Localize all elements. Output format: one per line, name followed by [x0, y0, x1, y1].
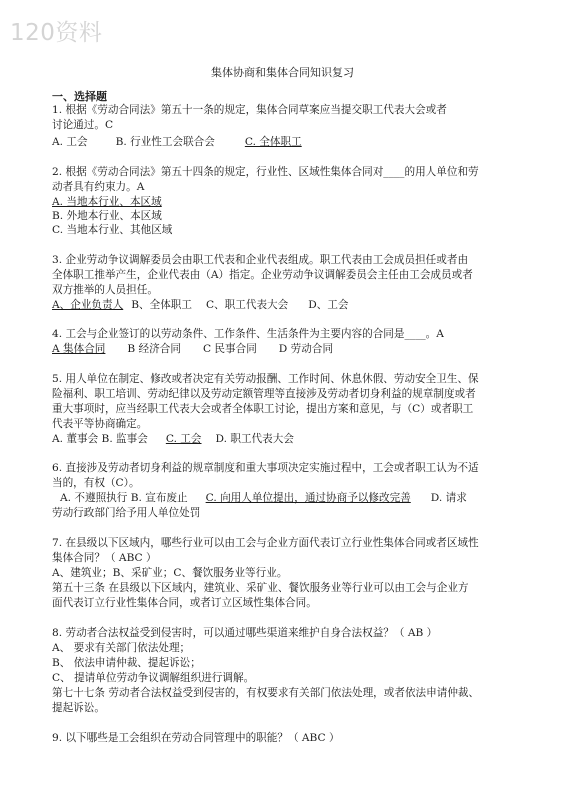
question-3-options: [52, 298, 349, 312]
question-7-line-1: 7. 在县级以下区域内，哪些行业可以由工会与企业方面代表订立行业性集体合同或者区域性: [52, 537, 479, 549]
question-8-option-a: A、 要求有关部门依法处理；: [52, 642, 191, 654]
question-4-options: [52, 342, 333, 356]
question-8-line-1: 8. 劳动者合法权益受到侵害时，可以通过哪些渠道来维护自身合法权益？（ AB ）: [52, 627, 438, 639]
option-b: B. 行业性工会联合会: [115, 136, 215, 148]
question-2-option-c: C. 当地本行业、其他区域: [52, 224, 173, 236]
section-heading: 一、选择题: [52, 90, 107, 103]
option-c-answer: C. 工会: [165, 433, 202, 445]
option-a: A. 工会: [52, 136, 88, 148]
question-5-line-2: 险福利、职工培训、劳动纪律以及劳动定额管理等直接涉及劳动者切身利益的规章制度或者: [52, 388, 476, 400]
option-c: C 民事合同: [202, 343, 257, 355]
option-d: D、工会: [308, 299, 349, 311]
question-3-line-2: 全体职工推举产生，企业代表由（A）指定。企业劳动争议调解委员会主任由工会成员或者: [52, 269, 473, 281]
option-d: D. 请求: [430, 492, 467, 504]
question-2-line-1: 2. 根据《劳动合同法》第五十四条的规定，行业性、区域性集体合同对____的用人单位和劳: [52, 166, 479, 178]
question-5-line-3: 重大事项时，应当经职工代表大会或者全体职工讨论，提出方案和意见，与（C）或者职工: [52, 403, 474, 415]
option-c: C、职工代表大会: [205, 299, 289, 311]
option-a-b: A. 不遵照执行 B. 宣布废止: [60, 492, 188, 504]
option-c-answer: C. 全体职工: [244, 136, 302, 148]
question-7-explanation-1: 第五十三条 在县级以下区域内，建筑业、采矿业、餐饮服务业等行业可以由工会与企业方: [52, 582, 469, 594]
question-5-line-1: 5. 用人单位在制定、修改或者决定有关劳动报酬、工作时间、休息休假、劳动安全卫生、保: [52, 373, 479, 385]
question-7-line-2: 集体合同？（ ABC ）: [52, 552, 157, 564]
question-2-option-b: B. 外地本行业、本区域: [52, 210, 162, 222]
question-9-line-1: 9. 以下哪些是工会组织在劳动合同管理中的职能？（ ABC ）: [52, 732, 340, 744]
question-4-line-1: 4. 工会与企业签订的以劳动条件、工作条件、生活条件为主要内容的合同是____。A: [52, 328, 444, 340]
question-6-line-2: 当的，有权（C）。: [52, 477, 140, 489]
question-8-option-c: C、 提请单位劳动争议调解组织进行调解。: [52, 672, 255, 684]
option-d: D 劳动合同: [278, 343, 334, 355]
option-a-b: A. 董事会 B. 监事会: [52, 433, 148, 445]
question-1-line-1: 1. 根据《劳动合同法》第五十一条的规定，集体合同草案应当提交职工代表大会或者: [52, 104, 447, 116]
question-7-explanation-2: 面代表订立行业性集体合同，或者订立区域性集体合同。: [52, 597, 317, 609]
question-5-options: [52, 432, 294, 446]
option-b: B 经济合同: [127, 343, 181, 355]
question-3-line-3: 双方推举的人员担任。: [52, 284, 158, 296]
question-8-option-b: B、 依法申请仲裁、提起诉讼；: [52, 657, 201, 669]
option-b: B、全体职工: [131, 299, 192, 311]
option-c-answer: C. 向用人单位提出，通过协商予以修改完善: [205, 492, 411, 504]
question-8-explanation-2: 提起诉讼。: [52, 702, 105, 714]
question-5-line-4: 代表平等协商确定。: [52, 418, 148, 430]
question-8-explanation-1: 第七十七条 劳动者合法权益受到侵害的，有权要求有关部门依法处理，或者依法申请仲裁、: [52, 687, 480, 699]
question-6-line-1: 6. 直接涉及劳动者切身利益的规章制度和重大事项决定实施过程中，工会或者职工认为不适: [52, 462, 479, 474]
question-1-options: [52, 135, 302, 149]
option-a-answer: A、企业负责人: [52, 299, 124, 311]
document-title: 集体协商和集体合同知识复习: [211, 66, 354, 79]
question-2-option-a-answer: A. 当地本行业、本区域: [52, 196, 162, 208]
question-6-options: [60, 491, 467, 505]
question-7-options: A、建筑业；B、采矿业；C、餐饮服务业等行业。: [52, 567, 288, 579]
question-1-line-2: 讨论通过。C: [52, 119, 114, 131]
question-3-line-1: 3. 企业劳动争议调解委员会由职工代表和企业代表组成。职工代表由工会成员担任或者由: [52, 254, 469, 266]
option-d: D. 职工代表大会: [215, 433, 294, 445]
question-2-line-2: 动者具有约束力。A: [52, 181, 145, 193]
watermark-logo: 120资料: [10, 20, 103, 46]
question-6-line-4: 劳动行政部门给予用人单位处罚: [52, 507, 201, 519]
option-a-answer: A 集体合同: [52, 343, 106, 355]
